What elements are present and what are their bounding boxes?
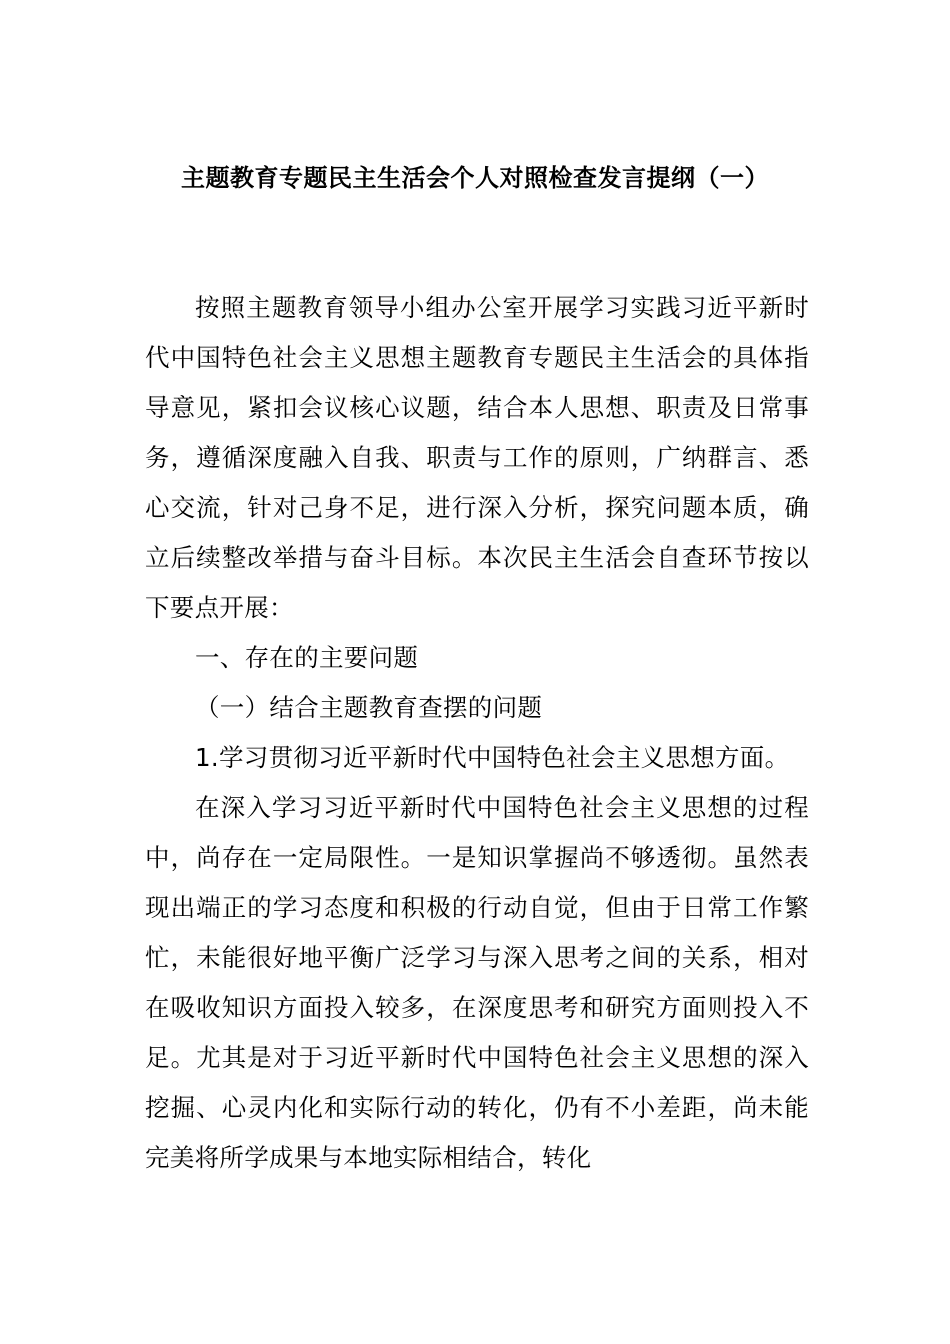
intro-paragraph: 按照主题教育领导小组办公室开展学习实践习近平新时代中国特色社会主义思想主题教育专题民主生活会的具体指导意见，紧扣会议核心议题，结合本人思想、职责及日常事务，遵循深度融入自我、职责与工作的原则，广纳群言、悉心交流，针对己身不足，进行深入分析，探究问题本质，确立后续整改举措与奋斗目标。本次民主生活会自查环节按以下要点开展： — [145, 293, 809, 622]
document-title: 主题教育专题民主生活会个人对照检查发言提纲（一） — [181, 164, 769, 192]
document-body — [145, 283, 809, 1183]
section-heading: 一、存在的主要问题 — [195, 643, 419, 672]
item-heading: 1.学习贯彻习近平新时代中国特色社会主义思想方面。 — [195, 743, 790, 772]
body-paragraph: 在深入学习习近平新时代中国特色社会主义思想的过程中，尚存在一定局限性。一是知识掌握尚不够透彻。虽然表现出端正的学习态度和积极的行动自觉，但由于日常工作繁忙，未能很好地平衡广泛学习与深入思考之间的关系，相对在吸收知识方面投入较多，在深度思考和研究方面则投入不足。尤其是对于习近平新时代中国特色社会主义思想的深入挖掘、心灵内化和实际行动的转化，仍有不小差距，尚未能完美将所学成果与本地实际相结合，转化 — [145, 793, 809, 1172]
subsection-heading: （一）结合主题教育查摆的问题 — [195, 693, 543, 722]
